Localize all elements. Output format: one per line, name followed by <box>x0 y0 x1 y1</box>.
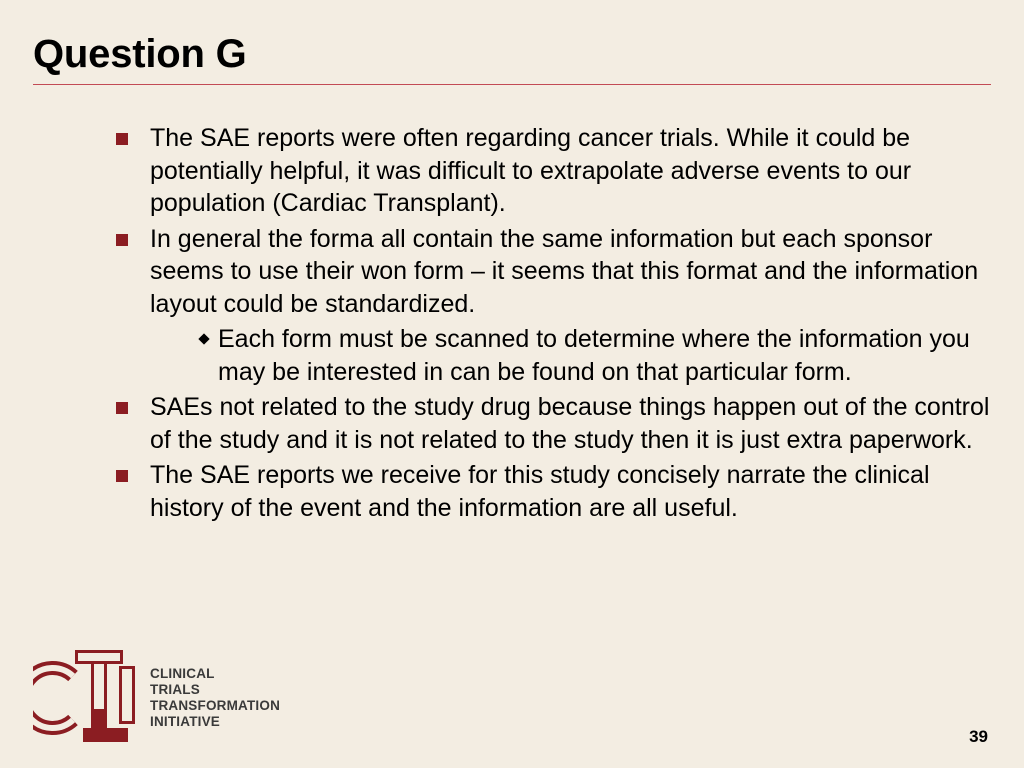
bullet-list <box>112 122 992 527</box>
sub-bullet-text: Each form must be scanned to determine where the information you may be interested in can be found on that particular form. <box>218 325 970 386</box>
square-bullet-icon <box>116 470 128 482</box>
bullet-item <box>112 459 992 524</box>
bullet-text: The SAE reports we receive for this study concisely narrate the clinical history of the event and the information are all useful. <box>150 461 930 522</box>
bullet-text: The SAE reports were often regarding cancer trials. While it could be potentially helpful, it was difficult to extrapolate adverse events to our population (Cardiac Transplant). <box>150 124 912 217</box>
logo-line: INITIATIVE <box>150 714 221 729</box>
bullet-item <box>112 122 992 220</box>
diamond-bullet-icon <box>198 333 209 344</box>
bullet-text: SAEs not related to the study drug because things happen out of the control of the study and it is not related to the study then it is just extra paperwork. <box>150 393 990 454</box>
logo-line: TRIALS <box>150 682 200 697</box>
bullet-text: In general the forma all contain the same information but each sponsor seems to use their won form – it seems that this format and the information layout could be standardized. <box>150 224 979 318</box>
sub-bullet-item <box>194 323 992 388</box>
bullet-item <box>112 223 992 321</box>
square-bullet-icon <box>116 133 128 145</box>
logo-wordmark <box>150 666 280 730</box>
logo-line: TRANSFORMATION <box>150 698 281 713</box>
page-number: 39 <box>969 727 988 746</box>
title-divider <box>33 84 991 85</box>
slide-title: Question G <box>33 32 247 76</box>
logo-line: CLINICAL <box>150 666 215 681</box>
square-bullet-icon <box>116 234 128 246</box>
bullet-item <box>112 391 992 456</box>
square-bullet-icon <box>116 402 128 414</box>
